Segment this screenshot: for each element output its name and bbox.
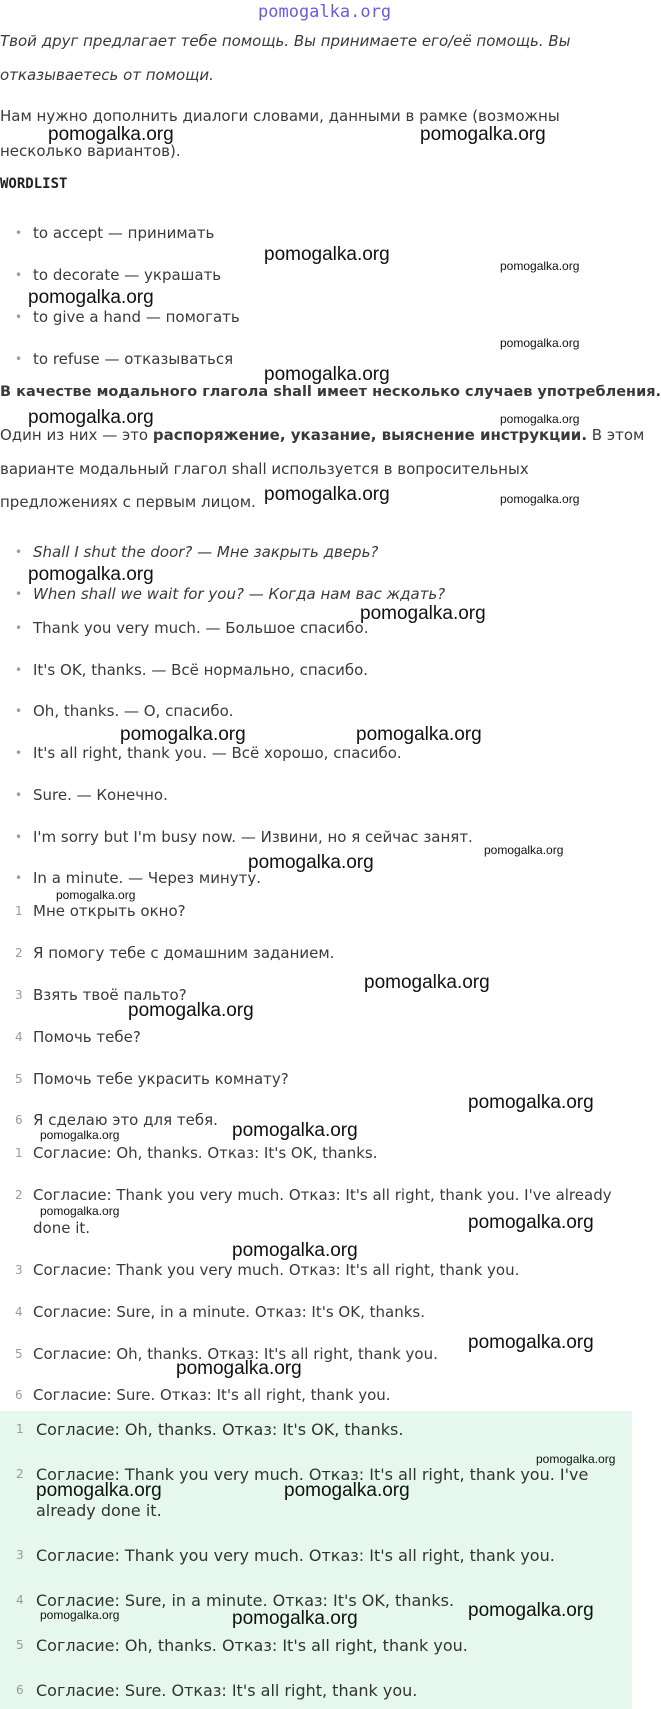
watermark: pomogalka.org xyxy=(232,1120,358,1141)
answer-item: 5 Согласие: Oh, thanks. Отказ: It's all right, thank you. xyxy=(15,1345,438,1363)
phrase-item: • It's OK, thanks. — Всё нормально, спасибо. xyxy=(33,661,368,679)
example-item: • Shall I shut the door? — Мне закрыть дверь? xyxy=(33,543,378,561)
answer-green-item: 6 Согласие: Sure. Отказ: It's all right, thank you. xyxy=(16,1681,418,1700)
watermark: pomogalka.org xyxy=(420,124,546,145)
answer-green-item: 2 Согласие: Thank you very much. Отказ: It's all right, thank you. I've xyxy=(16,1465,589,1484)
phrase-item: • It's all right, thank you. — Всё хорошо, спасибо. xyxy=(33,744,402,762)
task-line-2: несколько вариантов). xyxy=(0,142,181,160)
watermark: pomogalka.org xyxy=(56,888,136,902)
watermark: pomogalka.org xyxy=(356,724,482,745)
watermark: pomogalka.org xyxy=(468,1332,594,1353)
answer-green-item: 4 Согласие: Sure, in a minute. Отказ: It's OK, thanks. xyxy=(16,1591,455,1610)
answer-green-item: 1 Согласие: Oh, thanks. Отказ: It's OK, thanks. xyxy=(16,1420,404,1439)
grammar-line-3: варианте модальный глагол shall используется в вопросительных xyxy=(0,460,529,478)
watermark: pomogalka.org xyxy=(468,1600,594,1621)
answer-green-item: 3 Согласие: Thank you very much. Отказ: It's all right, thank you. xyxy=(16,1546,555,1565)
site-logo[interactable]: pomogalka.org xyxy=(258,2,392,22)
answer-green-item: 5 Согласие: Oh, thanks. Отказ: It's all right, thank you. xyxy=(16,1636,468,1655)
grammar-line-4: предложениях с первым лицом. xyxy=(0,493,256,511)
watermark: pomogalka.org xyxy=(128,1000,254,1021)
watermark: pomogalka.org xyxy=(248,852,374,873)
question-item: 4 Помочь тебе? xyxy=(15,1028,141,1046)
watermark: pomogalka.org xyxy=(120,724,246,745)
example-item: • When shall we wait for you? — Когда нам вас ждать? xyxy=(33,585,445,603)
watermark: pomogalka.org xyxy=(468,1212,594,1233)
answer-item: 1 Согласие: Oh, thanks. Отказ: It's OK, thanks. xyxy=(15,1144,378,1162)
wordlist-item: • to give a hand — помогать xyxy=(33,308,240,326)
watermark: pomogalka.org xyxy=(500,259,580,273)
watermark: pomogalka.org xyxy=(364,972,490,993)
answer-item-cont: done it. xyxy=(33,1219,91,1237)
watermark: pomogalka.org xyxy=(264,484,390,505)
phrase-item: • In a minute. — Через минуту. xyxy=(33,869,261,887)
question-item: 1 Мне открыть окно? xyxy=(15,902,186,920)
wordlist-heading: WORDLIST xyxy=(0,176,68,192)
watermark: pomogalka.org xyxy=(40,1608,120,1622)
wordlist-item: • to accept — принимать xyxy=(33,224,214,242)
grammar-line-2b: распоряжение, указание, выяснение инструкции. xyxy=(152,426,588,444)
question-item: 2 Я помогу тебе с домашним заданием. xyxy=(15,944,335,962)
watermark: pomogalka.org xyxy=(468,1092,594,1113)
watermark: pomogalka.org xyxy=(500,492,580,506)
phrase-item: • Oh, thanks. — О, спасибо. xyxy=(33,702,234,720)
phrase-item: • Thank you very much. — Большое спасибо. xyxy=(33,619,368,637)
watermark: pomogalka.org xyxy=(28,564,154,585)
answer-item: 6 Согласие: Sure. Отказ: It's all right, thank you. xyxy=(15,1386,391,1404)
watermark: pomogalka.org xyxy=(360,603,486,624)
phrase-item: • Sure. — Конечно. xyxy=(33,786,168,804)
answer-item: 2 Согласие: Thank you very much. Отказ: It's all right, thank you. I've already xyxy=(15,1186,612,1204)
watermark: pomogalka.org xyxy=(536,1452,616,1466)
watermark: pomogalka.org xyxy=(264,244,390,265)
answer-item: 3 Согласие: Thank you very much. Отказ: It's all right, thank you. xyxy=(15,1261,520,1279)
grammar-line-2a: Один из них — это xyxy=(0,426,153,444)
watermark: pomogalka.org xyxy=(28,287,154,308)
intro-line-1: Твой друг предлагает тебе помощь. Вы принимаете его/её помощь. Вы xyxy=(0,32,571,50)
watermark: pomogalka.org xyxy=(176,1358,302,1379)
grammar-line-2c: В этом xyxy=(587,426,645,444)
question-item: 6 Я сделаю это для тебя. xyxy=(15,1111,218,1129)
answer-item: 4 Согласие: Sure, in a minute. Отказ: It's OK, thanks. xyxy=(15,1303,425,1321)
watermark: pomogalka.org xyxy=(232,1240,358,1261)
watermark: pomogalka.org xyxy=(264,364,390,385)
question-item: 5 Помочь тебе украсить комнату? xyxy=(15,1070,289,1088)
wordlist-item: • to refuse — отказываться xyxy=(33,350,233,368)
watermark: pomogalka.org xyxy=(40,1204,120,1218)
watermark: pomogalka.org xyxy=(284,1480,410,1501)
watermark: pomogalka.org xyxy=(484,843,564,857)
watermark: pomogalka.org xyxy=(500,336,580,350)
watermark: pomogalka.org xyxy=(40,1128,120,1142)
watermark: pomogalka.org xyxy=(232,1608,358,1629)
wordlist-item: • to decorate — украшать xyxy=(33,266,221,284)
watermark: pomogalka.org xyxy=(36,1480,162,1501)
answer-green-item-cont: already done it. xyxy=(36,1501,162,1520)
task-line-1: Нам нужно дополнить диалоги словами, данными в рамке (возможны xyxy=(0,107,560,125)
phrase-item: • I'm sorry but I'm busy now. — Извини, но я сейчас занят. xyxy=(33,828,473,846)
grammar-bold-line: В качестве модального глагола shall имеет несколько случаев употребления. xyxy=(0,384,661,400)
question-item: 3 Взять твоё пальто? xyxy=(15,986,187,1004)
intro-line-2: отказываетесь от помощи. xyxy=(0,66,214,84)
watermark: pomogalka.org xyxy=(48,124,174,145)
watermark: pomogalka.org xyxy=(28,407,154,428)
watermark: pomogalka.org xyxy=(500,412,580,426)
